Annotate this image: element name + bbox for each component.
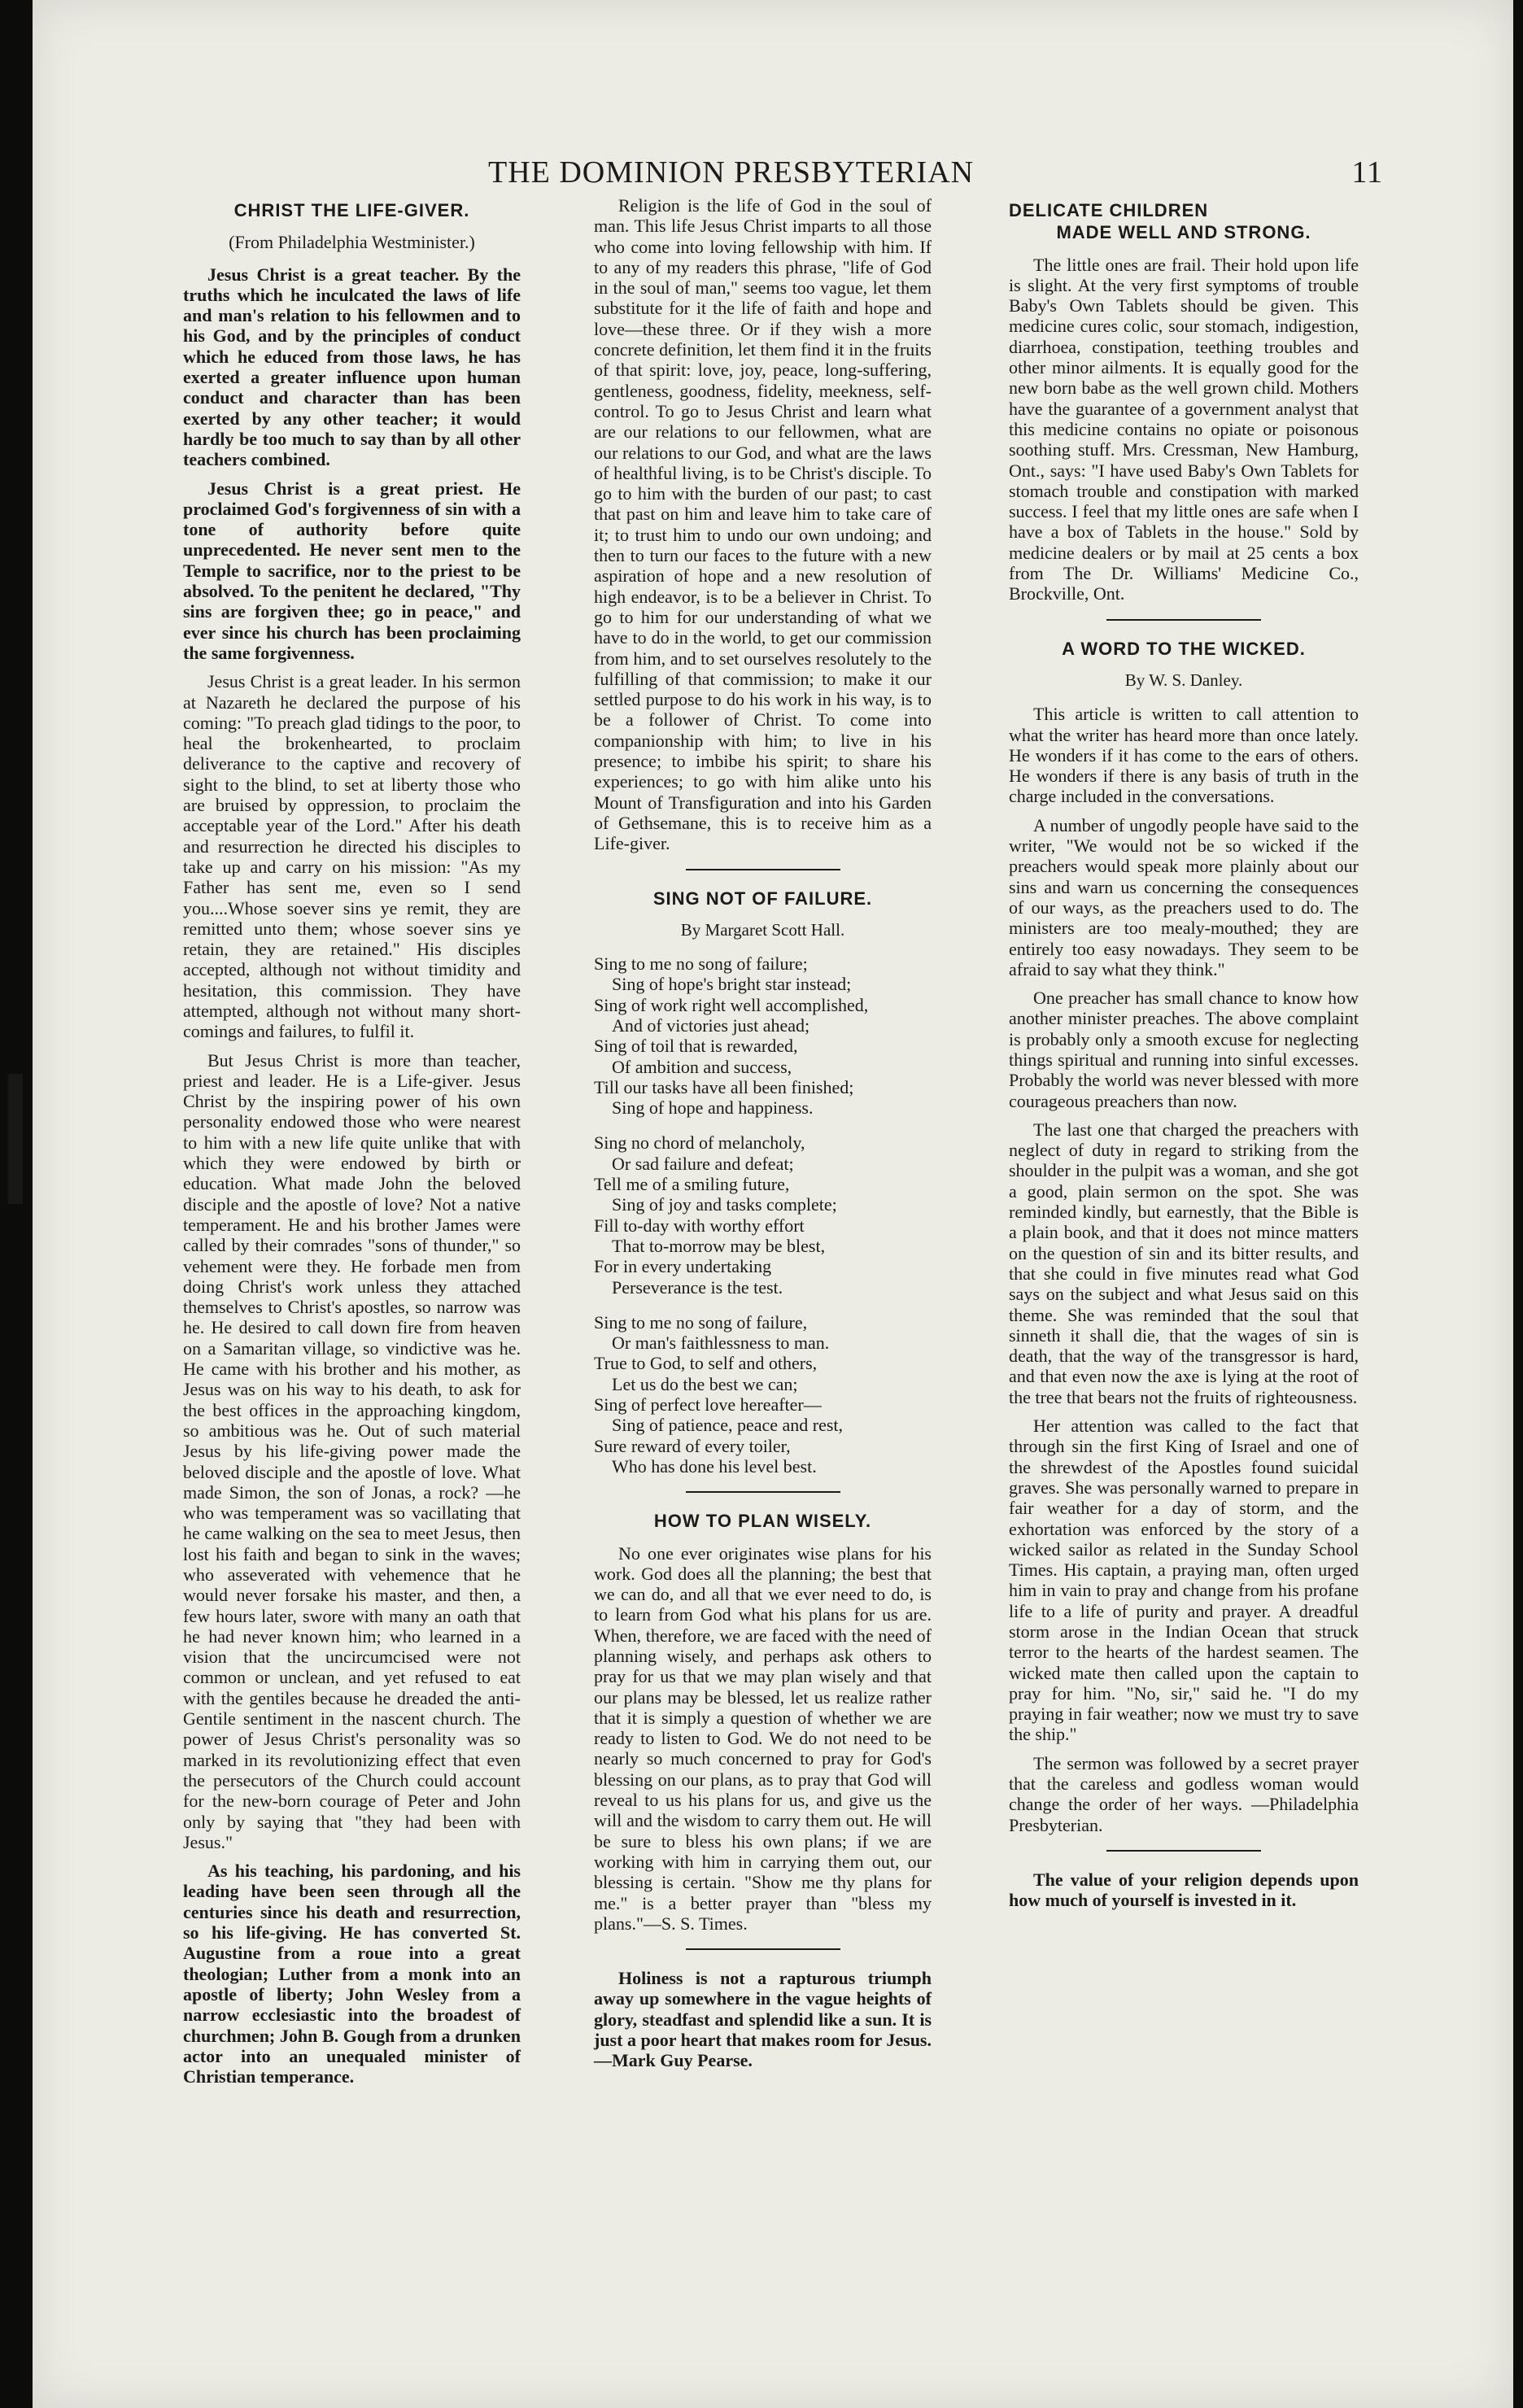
poem-line: Sing of patience, peace and rest, (612, 1415, 844, 1436)
article-byline: By W. S. Danley. (1124, 670, 1243, 690)
poem-line: Tell me of a smiling future, (594, 1174, 790, 1195)
poem-line: For in every undertaking (594, 1256, 772, 1277)
advert-paragraph: The little ones are frail. Their hold upon life is slight. At the very first symptoms of trouble Baby's Own Tablets should be given. This medicine cures colic, sour stomach, indigestion, diarrhoea, constipation, teething troubles and other minor ailments. It is equally good for the new born babe as the well grown child. Mothers have the guarantee of a government analyst that this medicine contains no opiate or poisonous soothing stuff. Mrs. Cressman, New Hamburg, Ont., says: "I have used Baby's Own Tablets for stomach trouble and constipation with marked success. I feel that my little ones are safe when I have a box of Tablets in the house." Sold by medicine dealers or by mail at 25 cents a box from The Dr. Williams' Medicine Co., Brockville, Ont. (1009, 254, 1359, 604)
poem-line: Sing of hope and happiness. (612, 1097, 814, 1119)
article-paragraph: One preacher has small chance to know how another minister preaches. The above complaint is probably only a smooth excuse for neglecting things spiritual and running into sinful excesses. Probably the world was never blessed with more courageous preachers than now. (1009, 988, 1359, 1111)
poem-stanza (594, 1132, 932, 1297)
article-paragraph: Religion is the life of God in the soul of man. This life Jesus Christ imparts to all those who come into loving fellowship with him. If to any of my readers this phrase, "life of God in the soul of man," seems too vague, let them substitute for it the life of faith and hope and love—these three. Or if they wish a more concrete definition, let them find it in the fruits of that spirit: love, joy, peace, long-suffering, gentleness, goodness, fidelity, meekness, self-control. To go to Jesus Christ and learn what are our relations to our fellowmen, what are our relations to our God, and what are the laws of healthful living, is to be Christ's disciple. To go to him with the burden of our past; to cast that past on him and leave him to take care of it; to trust him to undo our own undoing; and then to turn our faces to the future with a new aspiration of hope and a new resolution of high endeavor, is to be a believer in Christ. To go to him for our understanding of what we have to do in the world, to get our commission from him, and to set ourselves resolutely to the fulfilling of that commission; to make it our settled purpose to do his work in his way, is to be a follower of Christ. To come into companionship with him; to live in his presence; to imbibe his spirit; to share his experiences; to go with him alike unto his Mount of Transfiguration and into his Garden of Gethsemane, this is to receive him as a Life-giver. (594, 195, 932, 854)
poem-line: Sing of work right well accomplished, (594, 994, 869, 1015)
poem-line: Till our tasks have all been finished; (594, 1076, 854, 1097)
poem-line: Sing to me no song of failure; (594, 953, 808, 975)
divider-rule (686, 1948, 840, 1950)
advert-title-line1: DELICATE CHILDREN (1009, 200, 1209, 220)
divider-rule (686, 869, 840, 870)
poem-byline: By Margaret Scott Hall. (680, 919, 845, 940)
article-paragraph: The last one that charged the preachers with neglect of duty in regard to striking from the shoulder in the pulpit was a woman, and she got a good, plain sermon on the spot. She was reminded kindly, but earnestly, that the Bible is a plain book, and that it does not mince matters on the question of sin and its bitter results, and that she could in five minutes read what God says on the subject and what Jesus said on this theme. She was reminded that the soul that sinneth it shall die, that the wages of sin is death, that the way of the transgressor is hard, and that even now the axe is lying at the root of the tree that bears not the fruits of righteousness. (1009, 1119, 1359, 1407)
value-quote: The value of your religion depends upon how much of yourself is invested in it. (1009, 1869, 1359, 1911)
poem-title: SING NOT OF FAILURE. (652, 888, 873, 909)
poem-line: Sing of toil that is rewarded, (594, 1036, 798, 1057)
article-title-word-wicked: A WORD TO THE WICKED. (1062, 638, 1306, 659)
poem-line: Sing no chord of melancholy, (594, 1132, 805, 1154)
article-title-christ-life-giver: CHRIST THE LIFE-GIVER. (233, 200, 470, 220)
holiness-quote: Holiness is not a rapturous triumph away up somewhere in the vague heights of glory, steadfast and splendid like a sun. It is just a poor heart that makes room for Jesus.—Mark Guy Pearse. (594, 1968, 932, 2071)
poem-body (594, 953, 932, 1477)
poem-line: Let us do the best we can; (612, 1373, 798, 1394)
poem-stanza (594, 953, 932, 1118)
poem-line: Sing of joy and tasks complete; (612, 1194, 837, 1215)
column-3 (1009, 195, 1359, 1919)
article-paragraph: This article is written to call attention to what the writer has heard more than once lately. He wonders if it has come to the ears of others. He wonders if there is any basis of truth in the charge included in the conversations. (1009, 704, 1359, 807)
poem-line: Sing of hope's bright star instead; (612, 974, 852, 995)
divider-rule (686, 1491, 840, 1493)
article-paragraph: Her attention was called to the fact that through sin the first King of Israel and one of the shrewdest of the Apostles found suicidal graves. She was personally warned to prepare in fair weather for a day of storm, and the exhortation was enforced by the story of a wicked sailor as related in the Sunday School Times. His captain, a praying man, often urged him in vain to pray and change from his profane life to a life of purity and prayer. A dreadful storm arose in the Indian Ocean that struck terror to the hearts of the hardest seamen. The wicked mate then called upon the captain to pray for him. "No, sir," said he. "I do my praying in fair weather; now we must try to save the ship." (1009, 1416, 1359, 1745)
page-number: 11 (1351, 155, 1383, 190)
poem-line: And of victories just ahead; (612, 1014, 810, 1036)
newspaper-page (33, 0, 1513, 2408)
article-paragraph: As his teaching, his pardoning, and his leading have been seen through all the centuries since his death and resurrection, so his life-giving. He has converted St. Augustine from a roue into a great theologian; Luther from a monk into an apostle of liberty; John Wesley from a narrow ecclesiastic into the broadest of churchmen; John B. Gough from a drunken actor into an unequaled minister of Christian temperance. (183, 1861, 521, 2087)
article-title-plan-wisely: HOW TO PLAN WISELY. (653, 1511, 872, 1532)
article-paragraph: A number of ungodly people have said to the writer, "We would not be so wicked if the preachers would speak more plainly about our sins and warn us concerning the consequences of our ways, as the preachers used to do. The ministers are too mealy-mouthed; they are entirely too easy nowadays. They seem to be afraid to say what they think." (1009, 814, 1359, 979)
article-paragraph: No one ever originates wise plans for his work. God does all the planning; the best that we can do, and all that we ever need to do, is to learn from God what his plans for us are. When, therefore, we are faced with the need of planning wisely, and perhaps ask others to pray for us that we may plan wisely and that our plans may be blessed, let us realize rather that it is simply a question of whether we are ready to listen to God. We do not need to be nearly so much concerned to pray for God's blessing on our plans, as to pray that God will reveal to us his plans for us, and give us the will and the wisdom to carry them out. He will be sure to bless his own plans; if we are working with him in carrying them out, our blessing is certain. "Show me thy plans for me." is a better prayer than "bless my plans."—S. S. Times. (594, 1542, 932, 1934)
article-paragraph: But Jesus Christ is more than teacher, priest and leader. He is a Life-giver. Jesus Christ by the inspiring power of his own personality endowed those who were nearest to him with a new life quite unlike that with which they were endowed by birth or education. What made John the beloved disciple and the apostle of love? Not a native temperament. He and his brother James were called by their comrades "sons of thunder," so vehement were they. He forbade men from doing Christ's work unless they attached themselves to Christ's apostles, so narrow was he. He desired to call down fire from heaven on a Samaritan village, so vindictive was he. He came with his brother and his mother, as Jesus was on his way to his death, to ask for the best offices in the approaching kingdom, so ambitious was he. Out of such material Jesus by his life-giving power made the beloved disciple and the apostle of love. What made Simon, the son of Jonas, a rock? —he who was temperament was so vacillating that he came walking on the sea to meet Jesus, then lost his faith and began to sink in the waves; who asseverated with vehemence that he would never forsake his master, and then, a few hours later, swore with many an oath that he had never known him; who learned in a vision that the uncircumcised were not common or unclean, and yet refused to eat with the gentiles because he dreaded the anti-Gentile sentiment in the nascent church. The power of Jesus Christ's personality was so marked in its revolutionizing effect that even the persecutors of the Church could account for the new-born courage of Peter and John only by saying that "they had been with Jesus." (183, 1049, 521, 1852)
article-source: (From Philadelphia Westminister.) (229, 232, 475, 253)
poem-line: Who has done his level best. (612, 1455, 817, 1477)
article-paragraph: The sermon was followed by a secret prayer that the careless and godless woman would change the order of her ways. —Philadelphia Presbyterian. (1009, 1752, 1359, 1835)
poem-line: True to God, to self and others, (594, 1353, 818, 1374)
poem-line: Sing to me no song of failure, (594, 1311, 808, 1333)
scan-edge-mark (8, 1074, 23, 1204)
article-paragraph: Jesus Christ is a great priest. He proclaimed God's forgivenness of sin with a tone of authority before quite unprecedented. He never sent men to the Temple to sacrifice, nor to the priest to be absolved. To the penitent he declared, "Thy sins are forgiven thee; go in peace," and ever since his church has been proclaiming the same forgivenness. (183, 478, 521, 663)
column-2 (594, 195, 932, 2079)
poem-line: Sure reward of every toiler, (594, 1435, 791, 1456)
poem-line: Or sad failure and defeat; (612, 1153, 794, 1174)
poem-line: Of ambition and success, (612, 1056, 792, 1077)
poem-stanza (594, 1312, 932, 1477)
advert-title-line2: MADE WELL AND STRONG. (1056, 222, 1311, 243)
poem-line: Fill to-day with worthy effort (594, 1215, 805, 1236)
divider-rule (1106, 619, 1261, 621)
poem-line: That to-morrow may be blest, (612, 1235, 826, 1256)
divider-rule (1106, 1850, 1261, 1852)
article-paragraph: Jesus Christ is a great teacher. By the truths which he inculcated the laws of life and man's relation to his fellowmen and to his God, and by the principles of conduct which he educed from those laws, he has exerted a greater influence upon human conduct and character than has been exerted by any other teacher; it would hardly be too much to say than by all other teachers combined. (183, 264, 521, 470)
article-paragraph: Jesus Christ is a great leader. In his sermon at Nazareth he declared the purpose of his coming: "To preach glad tidings to the poor, to heal the brokenhearted, to proclaim deliverance to the captive and recovery of sight to the blind, to set at liberty those who are bruised by oppression, to proclaim the acceptable year of the Lord." After his death and resurrection he directed his disciples to take up and carry on his mission: "As my Father has sent me, even so I send you....Whose soever sins ye remit, they are remitted unto them; whose soever sins ye retain, they are retained." His disciples accepted, although not without timidity and hesitation, this commission. They have attempted, although not without many short-comings and failures, to fulfil it. (183, 671, 521, 1042)
publication-title: THE DOMINION PRESBYTERIAN (488, 155, 975, 190)
column-1 (183, 195, 521, 2095)
poem-line: Or man's faithlessness to man. (612, 1333, 830, 1354)
poem-line: Sing of perfect love hereafter— (594, 1394, 822, 1416)
poem-line: Perseverance is the test. (612, 1276, 783, 1298)
